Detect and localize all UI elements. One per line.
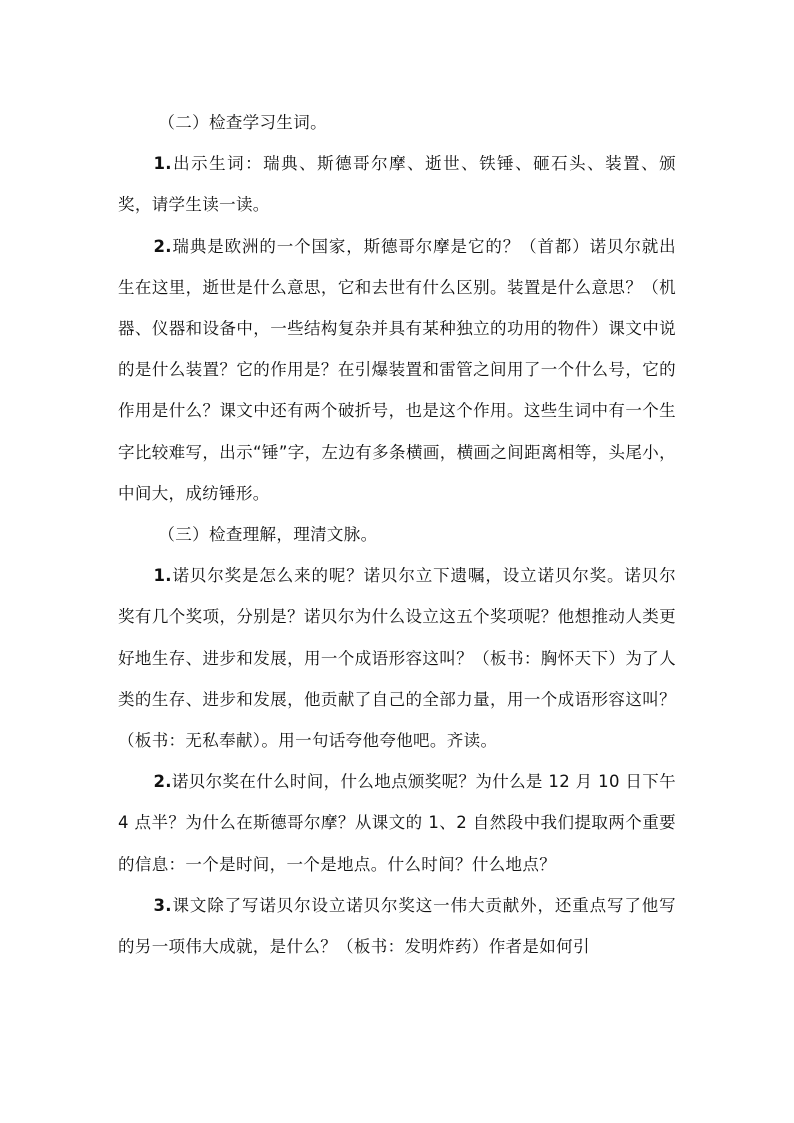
paragraph-2-1: [118, 143, 676, 225]
paragraph-text: 课文除了写诺贝尔设立诺贝尔奖这一伟大贡献外，还重点写了他写的另一项伟大成就，是什么？（板书：发明炸药）作者是如何引: [118, 895, 676, 957]
paragraph-text: （二）检查学习生词。: [158, 113, 327, 132]
section-heading-2: [118, 102, 676, 143]
item-number: 1.: [153, 566, 172, 586]
paragraph-3-2: [118, 761, 676, 885]
paragraph-2-2: [118, 226, 676, 514]
paragraph-text: 出示生词：瑞典、斯德哥尔摩、逝世、铁锤、砸石头、装置、颁奖，请学生读一读。: [118, 154, 676, 215]
paragraph-text: 诺贝尔奖是怎么来的呢？诺贝尔立下遗嘱，设立诺贝尔奖。诺贝尔奖有几个奖项，分别是？诺贝尔为什么设立这五个奖项呢？他想推动人类更好地生存、进步和发展，用一个成语形容这叫？（板书：胸怀天下）为了人类的生存、进步和发展，他贡献了自己的全部力量，用一个成语形容这叫？（板书：无私奉献）。用一句话夸他夸他吧。齐读。: [118, 566, 676, 751]
item-number: 2.: [153, 236, 172, 256]
item-number: 1.: [153, 154, 172, 174]
item-number: 2.: [153, 772, 172, 792]
item-number: 3.: [153, 895, 172, 915]
paragraph-text: 诺贝尔奖在什么时间，什么地点颁奖呢？为什么是 12 月 10 日下午 4 点半？为什么在斯德哥尔摩？从课文的 1、2 自然段中我们提取两个重要的信息：一个是时间，一个是地点。什么时间？什么地点？: [118, 772, 676, 874]
section-heading-3: [118, 514, 676, 555]
paragraph-text: （三）检查理解，理清文脉。: [158, 525, 378, 545]
paragraph-text: 瑞典是欧洲的一个国家，斯德哥尔摩是它的？（首都）诺贝尔就出生在这里，逝世是什么意思，它和去世有什么区别。装置是什么意思？（机器、仪器和设备中，一些结构复杂并具有某种独立的功用的物件）课文中说的是什么装置？它的作用是？在引爆装置和雷管之间用了一个什么号，它的作用是什么？课文中还有两个破折号，也是这个作用。这些生词中有一个生字比较难写，出示“锤”字，左边有多条横画，横画之间距离相等，头尾小，中间大，成纺锤形。: [118, 236, 676, 503]
paragraph-3-3: [118, 885, 676, 967]
paragraph-3-1: [118, 555, 676, 761]
